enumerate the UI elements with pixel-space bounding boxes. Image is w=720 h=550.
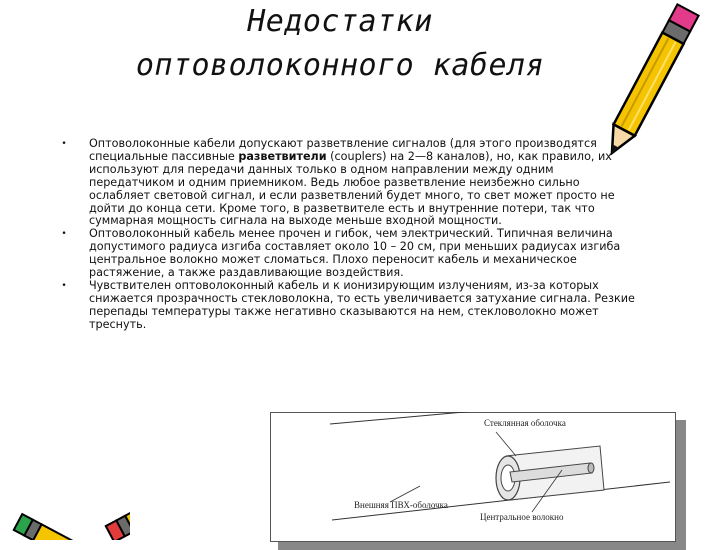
bullet-marker: • [61,229,67,240]
bullet-text: Оптоволоконные кабели допускают разветвление сигналов (для этого производятся специальные пассивные [89,137,597,163]
bullet-marker: • [61,139,67,149]
crossed-pencils-icon [0,430,130,540]
bullet-marker: • [61,280,67,291]
bullet-text: Чувствителен оптоволоконный кабель и к ионизирующим излучениям, из-за которых снижается прозрачность стекловолокна, то есть увеличивается затухание сигнала. Резкие перепады температуры также негативно сказываются на нем, стекловолокно может треснуть. [89,278,635,331]
label-central-fiber: Центральное волокно [480,512,564,522]
bullet-item-2 [58,228,640,280]
slide-title-line2: оптоволоконного кабеля [135,48,545,83]
bullet-list [58,138,640,332]
slide-title [70,0,610,88]
slide-title-line1: Недостатки [247,4,433,39]
bullet-text-rest: (couplers) на 2—8 каналов), но, как правило, их используют для передачи данных только в одном направлении между одним передатчиком и одним приемником. Ведь любое разветвление неизбежно сильно ослабляет световой сигнал, и если разветвлений будет много, то свет может просто не дойти до конца сети. Кроме того, в разветвителе есть и внутренние потери, так что суммарная мощность сигнала на выходе меньше входной мощности. [89,149,615,228]
label-glass-cladding: Стеклянная оболочка [484,418,566,428]
bullet-item-1 [58,138,640,228]
bullet-bold-term: разветвители [238,149,327,163]
label-pvc-jacket: Внешняя ПВХ-оболочка [354,500,448,510]
bullet-item-3 [58,280,640,332]
cable-figure [270,412,686,540]
bullet-text: Оптоволоконный кабель менее прочен и гибок, чем электрический. Типичная величина допустимого радиуса изгиба составляет около 10 – 20 см, при меньших радиусах изгиба центральное волокно может сломаться. Плохо переносит кабель и механическое растяжение, а также раздавливающие воздействия. [89,227,621,280]
cable-drawing [270,412,676,540]
